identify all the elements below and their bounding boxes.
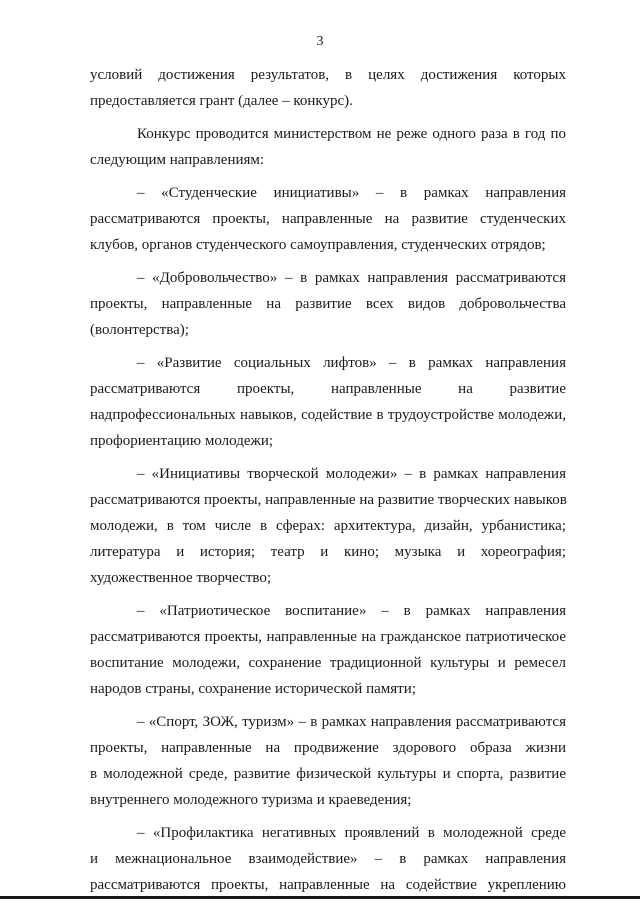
text-line: – «Студенческие инициативы» – в рамках направления (137, 185, 566, 201)
text-line: рассматриваются проекты, направленные на гражданское патриотическое (90, 629, 566, 645)
text-line: и межнациональное взаимодействие» – в рамках направления (90, 851, 566, 867)
text-line: молодежи, в том числе в сферах: архитектура, дизайн, урбанистика; (90, 518, 566, 534)
text-line: – «Патриотическое воспитание» – в рамках направления (137, 603, 566, 619)
paragraph-volunteering (90, 265, 566, 343)
text-line: художественное творчество; (90, 570, 272, 586)
text-line: – «Добровольчество» – в рамках направления рассматриваются (137, 270, 566, 286)
paragraph-prevention (90, 820, 566, 898)
text-line: внутреннего молодежного туризма и краеведения; (90, 792, 412, 808)
text-line: Конкурс проводится министерством не реже одного раза в год по (137, 126, 566, 142)
text-line: профориентацию молодежи; (90, 433, 274, 449)
text-line: проекты, направленные на продвижение здорового образа жизни (90, 740, 566, 756)
text-line: народов страны, сохранение исторической памяти; (90, 681, 416, 697)
paragraph-creative-youth (90, 461, 566, 591)
text-line: рассматриваются проекты, направленные на развитие творческих навыков (90, 492, 567, 508)
text-line: литература и история; театр и кино; музыка и хореография; (90, 544, 566, 560)
text-line: в молодежной среде, развитие физической культуры и спорта, развитие (90, 766, 566, 782)
paragraph-patriotic-education (90, 598, 566, 702)
paragraph-social-lifts (90, 350, 566, 454)
page-number: 3 (316, 34, 324, 49)
text-line: рассматриваются проекты, направленные на развитие (90, 381, 566, 397)
text-line: надпрофессиональных навыков, содействие в трудоустройстве молодежи, (90, 407, 566, 423)
text-line: клубов, органов студенческого самоуправления, студенческих отрядов; (90, 237, 546, 253)
paragraph-sport-tourism (90, 709, 566, 813)
text-line: следующим направлениям: (90, 152, 265, 168)
text-line: рассматриваются проекты, направленные на развитие студенческих (90, 211, 566, 227)
text-line: предоставляется грант (далее – конкурс). (90, 93, 353, 109)
text-line: воспитание молодежи, сохранение традиционной культуры и ремесел (90, 655, 566, 671)
paragraph-student-initiatives (90, 180, 566, 258)
text-line: – «Развитие социальных лифтов» – в рамках направления (137, 355, 566, 371)
text-line: условий достижения результатов, в целях достижения которых (90, 67, 566, 83)
paragraph-intro-continuation (90, 62, 566, 114)
text-line: – «Профилактика негативных проявлений в молодежной среде (137, 825, 566, 841)
paragraph-contest-schedule (90, 121, 566, 173)
scan-edge-border (0, 896, 640, 899)
text-line: проекты, направленные на развитие всех видов добровольчества (90, 296, 566, 312)
text-line: (волонтерства); (90, 322, 189, 338)
body-text (90, 62, 566, 905)
text-line: рассматриваются проекты, направленные на содействие укреплению (90, 877, 566, 893)
text-line: – «Инициативы творческой молодежи» – в рамках направления (137, 466, 566, 482)
text-line: – «Спорт, ЗОЖ, туризм» – в рамках направления рассматриваются (137, 714, 566, 730)
